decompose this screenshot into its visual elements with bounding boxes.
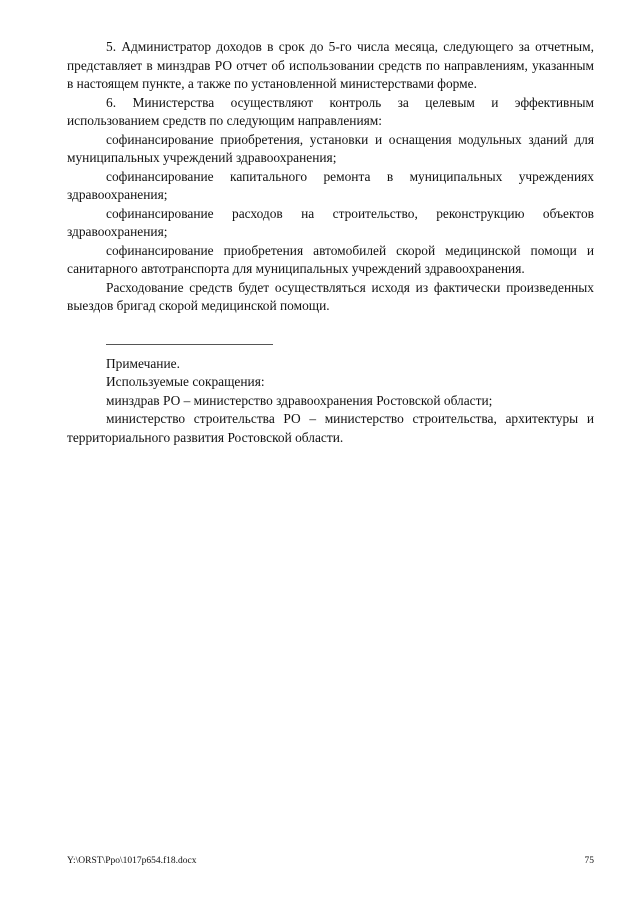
- document-body: [67, 38, 594, 447]
- list-item-construction: софинансирование расходов на строительство, реконструкцию объектов здравоохранения;: [67, 205, 594, 239]
- abbreviation-item: министерство строительства РО – министерство строительства, архитектуры и территориального развития Ростовской области.: [67, 411, 594, 445]
- list-item-ambulances: софинансирование приобретения автомобилей скорой медицинской помощи и санитарного автотранспорта для муниципальных учреждений здравоохранения.: [67, 242, 594, 276]
- footnote-separator: [106, 344, 273, 345]
- list-item-capital-repair: софинансирование капитального ремонта в муниципальных учреждениях здравоохранения;: [67, 168, 594, 202]
- notes-section: [67, 355, 594, 448]
- page-number: 75: [584, 856, 594, 866]
- paragraph-spending: Расходование средств будет осуществляться исходя из фактически произведенных выездов бригад скорой медицинской помощи.: [67, 279, 594, 313]
- abbreviation-item: минздрав РО – министерство здравоохранения Ростовской области;: [106, 392, 493, 408]
- notes-subheading: Используемые сокращения:: [106, 374, 265, 389]
- paragraph-6: 6. Министерства осуществляют контроль за целевым и эффективным использованием средств по следующим направлениям:: [67, 94, 594, 128]
- notes-heading: Примечание.: [106, 355, 180, 371]
- list-item-modular-buildings: софинансирование приобретения, установки и оснащения модульных зданий для муниципальных учреждений здравоохранения;: [67, 131, 594, 165]
- page-footer: [67, 854, 594, 868]
- file-path: Y:\ORST\Ppo\1017p654.f18.docx: [67, 856, 197, 866]
- paragraph-5: 5. Администратор доходов в срок до 5-го числа месяца, следующего за отчетным, представляет в минздрав РО отчет об использовании средств по направлениям, указанным в настоящем пункте, а также по установленной министерствами форме.: [67, 39, 594, 91]
